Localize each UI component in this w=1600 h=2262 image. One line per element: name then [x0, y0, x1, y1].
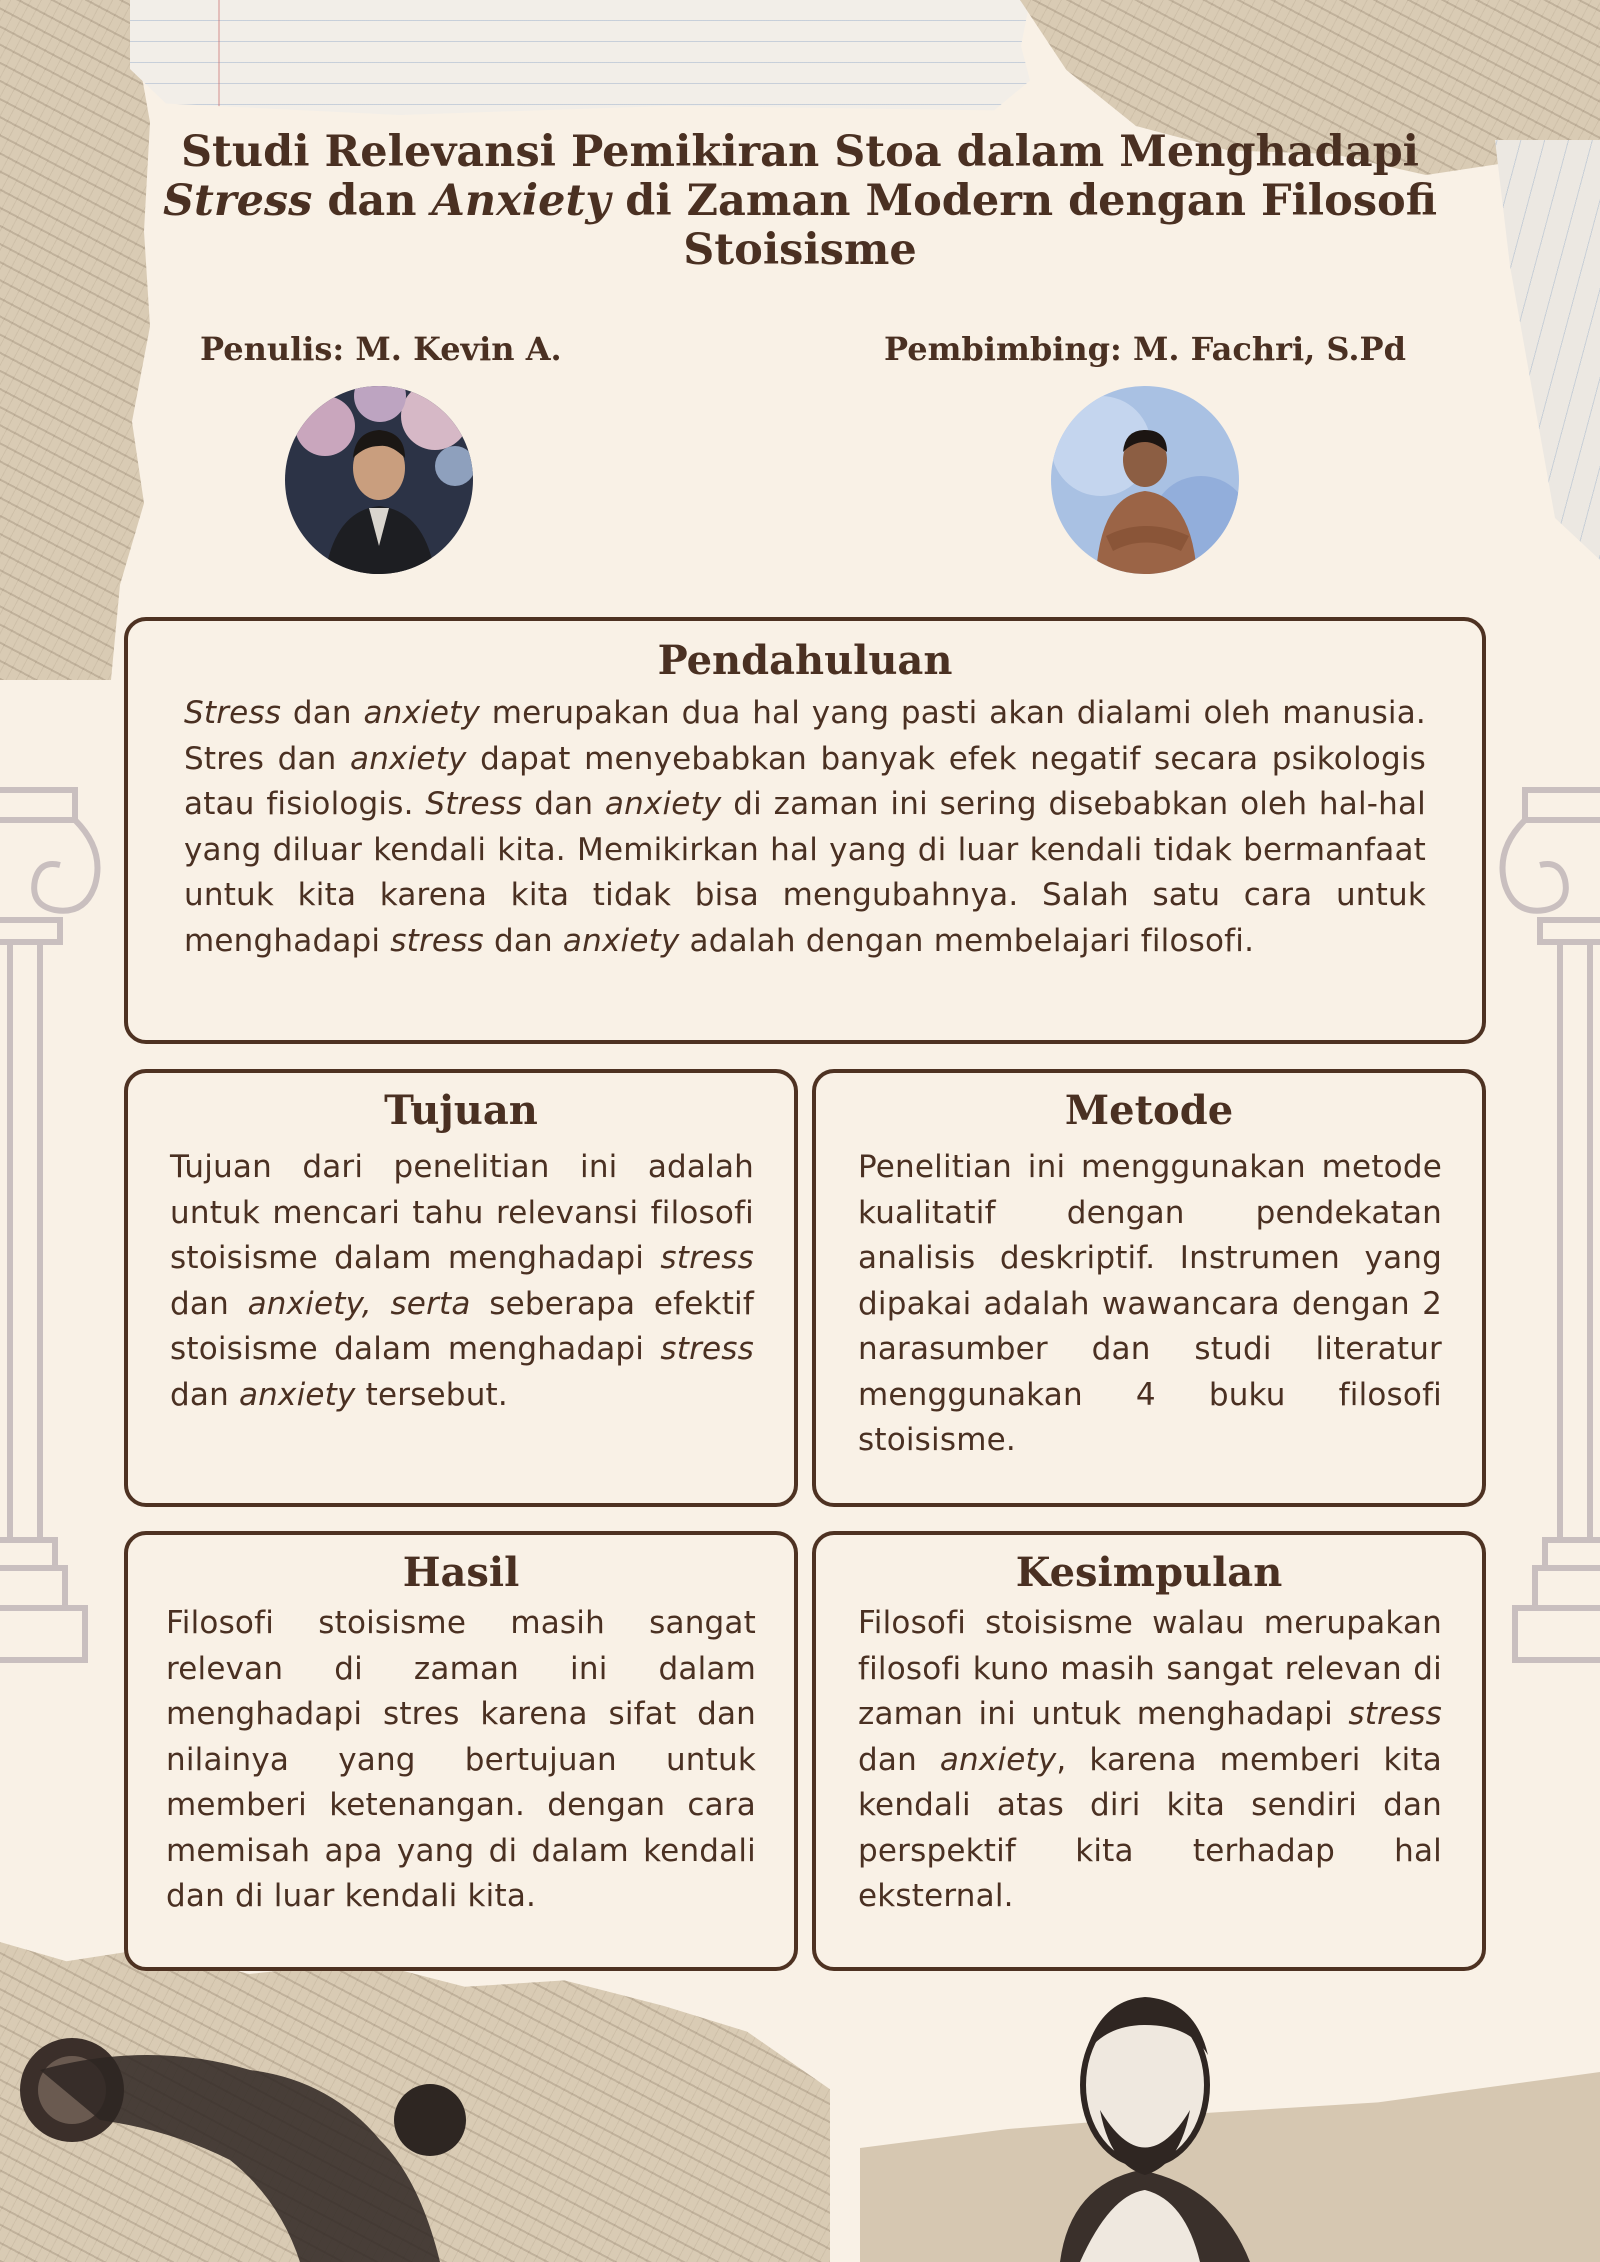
title-rest: di Zaman Modern dengan Filosofi — [610, 176, 1437, 226]
poster-title — [150, 128, 1450, 275]
pendahuluan-section — [124, 617, 1486, 1044]
ionic-column-left-icon — [0, 780, 110, 1700]
metode-text: Penelitian ini menggunakan metode kualitatif dengan pendekatan analisis deskriptif. Instrumen yang dipakai adalah wawancara dengan 2 narasumber dan studi literatur menggunakan 4 buku filosofi stoisisme. — [858, 1149, 1442, 1458]
kesimpulan-section — [812, 1531, 1486, 1971]
hasil-section — [124, 1531, 798, 1971]
lined-paper-scrap-right — [1450, 140, 1600, 560]
discobolus-statue-icon — [0, 2010, 540, 2262]
title-anxiety: Anxiety — [431, 176, 611, 226]
tujuan-section — [124, 1069, 798, 1507]
hasil-text: Filosofi stoisisme masih sangat relevan di zaman ini dalam menghadapi stres karena sifat dan nilainya yang bertujuan untuk memberi ketenangan. dengan cara memisah apa yang di dalam kendali dan di luar kendali kita. — [166, 1605, 756, 1914]
author-avatar — [285, 386, 473, 574]
title-line-3: Stoisisme — [683, 225, 917, 275]
title-dan: dan — [312, 176, 432, 226]
philosopher-bust-icon — [1000, 1985, 1290, 2262]
author-label: Penulis: M. Kevin A. — [200, 330, 562, 368]
tujuan-text: Tujuan dari penelitian ini adalah untuk mencari tahu relevansi filosofi stoisisme dalam menghadapi stress dan anxiety, serta seberapa efektif stoisisme dalam menghadapi stress dan anxiety tersebut. — [170, 1149, 754, 1413]
ionic-column-right-icon — [1490, 780, 1600, 1700]
title-line-1: Studi Relevansi Pemikiran Stoa dalam Menghadapi — [181, 127, 1419, 177]
advisor-label: Pembimbing: M. Fachri, S.Pd — [884, 330, 1406, 368]
title-line-2 — [150, 177, 1450, 226]
hasil-heading: Hasil — [402, 1549, 520, 1596]
pendahuluan-text: Stress dan anxiety merupakan dua hal yang pasti akan dialami oleh manusia. Stres dan anxiety dapat menyebabkan banyak efek negatif secara psikologis atau fisiologis. Stress dan anxiety di zaman ini sering disebabkan oleh hal-hal yang diluar kendali kita. Memikirkan hal yang di luar kendali tidak bermanfaat untuk kita karena kita tidak bisa mengubahnya. Salah satu cara untuk menghadapi stress dan anxiety adalah dengan membelajari filosofi. — [184, 695, 1426, 959]
pendahuluan-heading: Pendahuluan — [657, 637, 953, 684]
newspaper-scrap-top-left — [0, 0, 150, 680]
kesimpulan-text: Filosofi stoisisme walau merupakan filosofi kuno masih sangat relevan di zaman ini untuk menghadapi stress dan anxiety, karena memberi kita kendali atas diri kita sendiri dan perspektif kita terhadap hal eksternal. — [858, 1605, 1442, 1914]
metode-section — [812, 1069, 1486, 1507]
tujuan-heading: Tujuan — [384, 1087, 538, 1134]
kesimpulan-heading: Kesimpulan — [1015, 1549, 1283, 1596]
lined-paper-scrap-top — [130, 0, 1030, 115]
metode-heading: Metode — [1064, 1087, 1234, 1134]
title-stress: Stress — [163, 176, 313, 226]
advisor-avatar — [1051, 386, 1239, 574]
